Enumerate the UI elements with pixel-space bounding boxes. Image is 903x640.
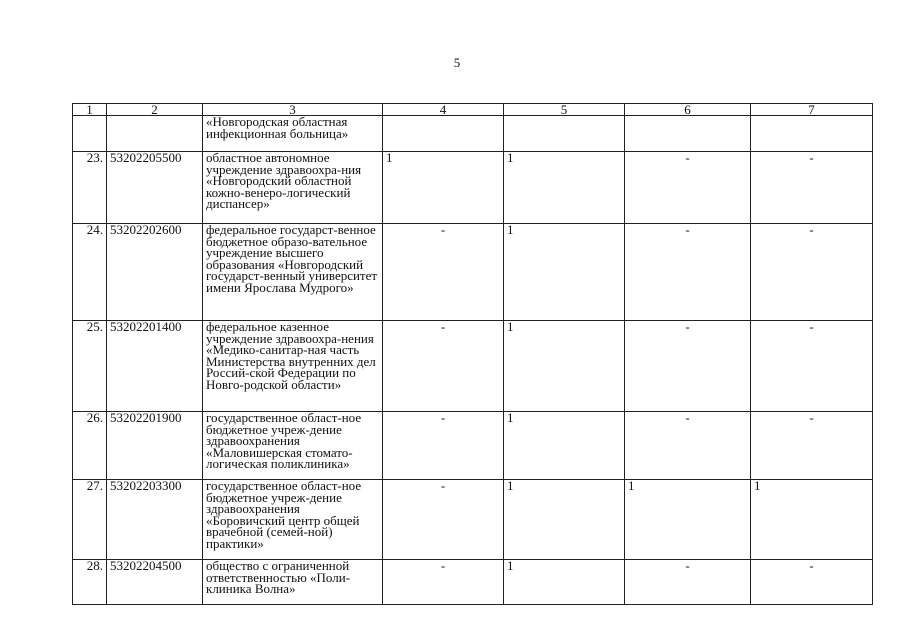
cell-col-7: - [751,412,873,480]
table-row [73,480,873,560]
cell-num: 28. [73,560,107,605]
cell-col-5: 1 [504,412,625,480]
cell-col-5: 1 [504,152,625,224]
cell-code: 53202204500 [107,560,203,605]
cell-code: 53202202600 [107,224,203,321]
cell-code: 53202201400 [107,321,203,412]
header-col-1: 1 [73,104,107,116]
header-col-4: 4 [383,104,504,116]
cell-col-4: - [383,560,504,605]
cell-num: 24. [73,224,107,321]
cell-col-6: - [625,412,751,480]
cell-col-7 [751,116,873,152]
cell-col-6: 1 [625,480,751,560]
header-col-7: 7 [751,104,873,116]
cell-col-4: - [383,412,504,480]
table-row [73,412,873,480]
cell-col-6: - [625,560,751,605]
cell-col-5: 1 [504,560,625,605]
table-row [73,321,873,412]
cell-num [73,116,107,152]
cell-name: общество с ограниченной ответственностью «Поли-клиника Волна» [203,560,383,605]
cell-col-6: - [625,224,751,321]
cell-col-4: - [383,480,504,560]
cell-num: 23. [73,152,107,224]
cell-code [107,116,203,152]
cell-num: 27. [73,480,107,560]
page-number: 5 [453,55,461,70]
cell-col-4 [383,116,504,152]
cell-col-4: - [383,321,504,412]
table-row [73,152,873,224]
header-row [73,104,873,116]
header-col-3: 3 [203,104,383,116]
cell-code: 53202205500 [107,152,203,224]
cell-col-6 [625,116,751,152]
header-col-6: 6 [625,104,751,116]
cell-col-7: 1 [751,480,873,560]
continuation-row [73,116,873,152]
cell-col-7: - [751,560,873,605]
cell-col-5: 1 [504,480,625,560]
cell-num: 25. [73,321,107,412]
cell-col-5 [504,116,625,152]
cell-code: 53202201900 [107,412,203,480]
cell-col-7: - [751,152,873,224]
cell-name: «Новгородская областная инфекционная больница» [203,116,383,152]
cell-col-5: 1 [504,224,625,321]
header-col-5: 5 [504,104,625,116]
cell-name: федеральное казенное учреждение здравоохра-нения «Медико-санитар-ная часть Министерства внутренних дел Россий-ской Федерации по Новго-родской области» [203,321,383,412]
cell-col-5: 1 [504,321,625,412]
header-col-2: 2 [107,104,203,116]
cell-col-6: - [625,152,751,224]
registry-table [72,103,873,605]
table-row [73,560,873,605]
cell-col-6: - [625,321,751,412]
cell-num: 26. [73,412,107,480]
table-row [73,224,873,321]
cell-col-7: - [751,224,873,321]
cell-name: областное автономное учреждение здравоохра-ния «Новгородский областной кожно-венеро-логический диспансер» [203,152,383,224]
cell-col-7: - [751,321,873,412]
cell-code: 53202203300 [107,480,203,560]
cell-col-4: 1 [383,152,504,224]
cell-name: государственное област-ное бюджетное учреж-дение здравоохранения «Маловишерская стомато-логическая поликлиника» [203,412,383,480]
cell-col-4: - [383,224,504,321]
cell-name: государственное област-ное бюджетное учреж-дение здравоохранения «Боровичский центр общей врачебной (семей-ной) практики» [203,480,383,560]
cell-name: федеральное государст-венное бюджетное образо-вательное учреждение высшего образования «Новгородский государст-венный университет имени Ярослава Мудрого» [203,224,383,321]
